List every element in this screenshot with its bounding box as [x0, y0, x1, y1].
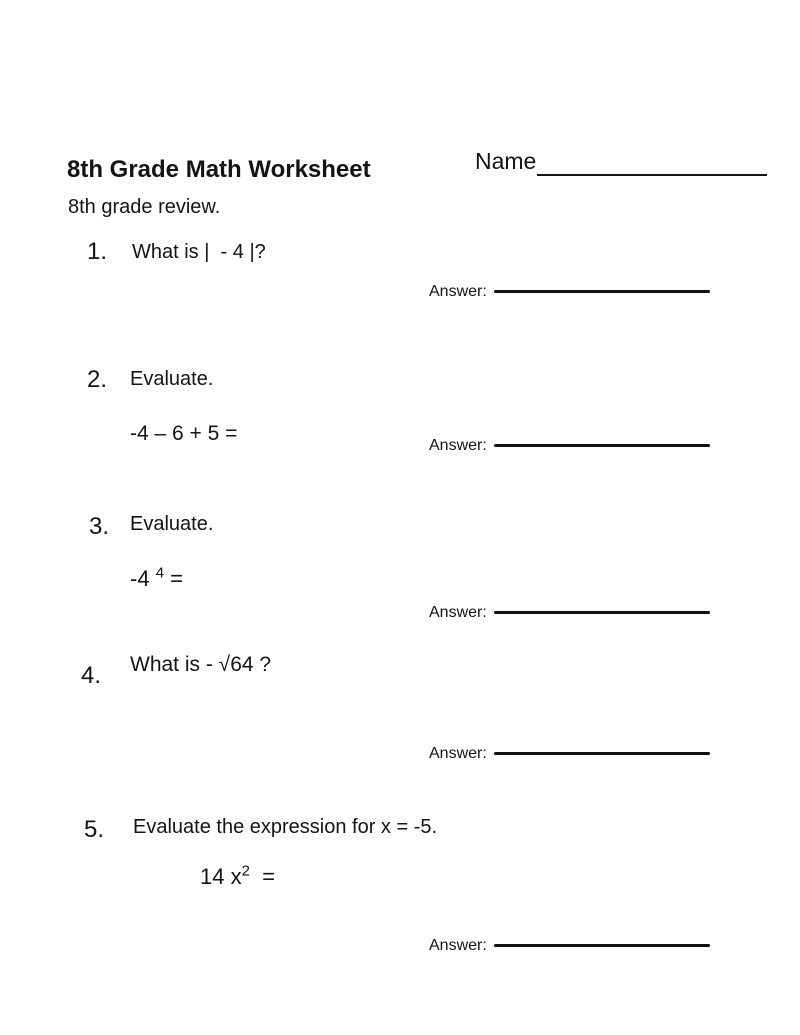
answer-label-5: Answer:	[429, 937, 487, 954]
answer-line-5[interactable]	[494, 944, 710, 947]
question-4-number: 4.	[81, 662, 102, 689]
question-5-expression-base: 14 x	[200, 864, 242, 889]
question-5-number: 5.	[84, 816, 105, 843]
question-2-expression: -4 – 6 + 5 =	[130, 422, 238, 445]
question-5-expression-tail: =	[249, 864, 275, 889]
answer-label-4: Answer:	[429, 745, 487, 762]
question-3-number: 3.	[89, 513, 110, 540]
question-1-number: 1.	[87, 238, 108, 265]
name-input-line[interactable]	[537, 174, 767, 176]
question-2-number: 2.	[87, 366, 108, 393]
worksheet-subtitle: 8th grade review.	[68, 196, 221, 218]
worksheet-title: 8th Grade Math Worksheet	[67, 156, 371, 183]
question-4-text: What is - √64 ?	[130, 653, 272, 676]
question-3-expression-base: -4	[130, 566, 156, 591]
question-3-text: Evaluate.	[130, 513, 214, 535]
question-5-expression	[200, 864, 275, 889]
question-5-expression-exponent: 2	[241, 862, 250, 880]
question-3-expression	[130, 566, 183, 591]
answer-label-1: Answer:	[429, 283, 487, 300]
answer-line-1[interactable]	[494, 290, 710, 293]
question-3-expression-tail: =	[164, 566, 183, 591]
answer-line-2[interactable]	[494, 444, 710, 447]
question-5-text: Evaluate the expression for x = -5.	[133, 816, 438, 838]
answer-label-3: Answer:	[429, 604, 487, 621]
question-2-text: Evaluate.	[130, 368, 214, 390]
question-3-expression-exponent: 4	[155, 564, 165, 582]
answer-line-3[interactable]	[494, 611, 710, 614]
answer-line-4[interactable]	[494, 752, 710, 755]
answer-label-2: Answer:	[429, 437, 487, 454]
question-1-text: What is | - 4 |?	[132, 241, 266, 263]
name-label: Name	[475, 148, 537, 174]
